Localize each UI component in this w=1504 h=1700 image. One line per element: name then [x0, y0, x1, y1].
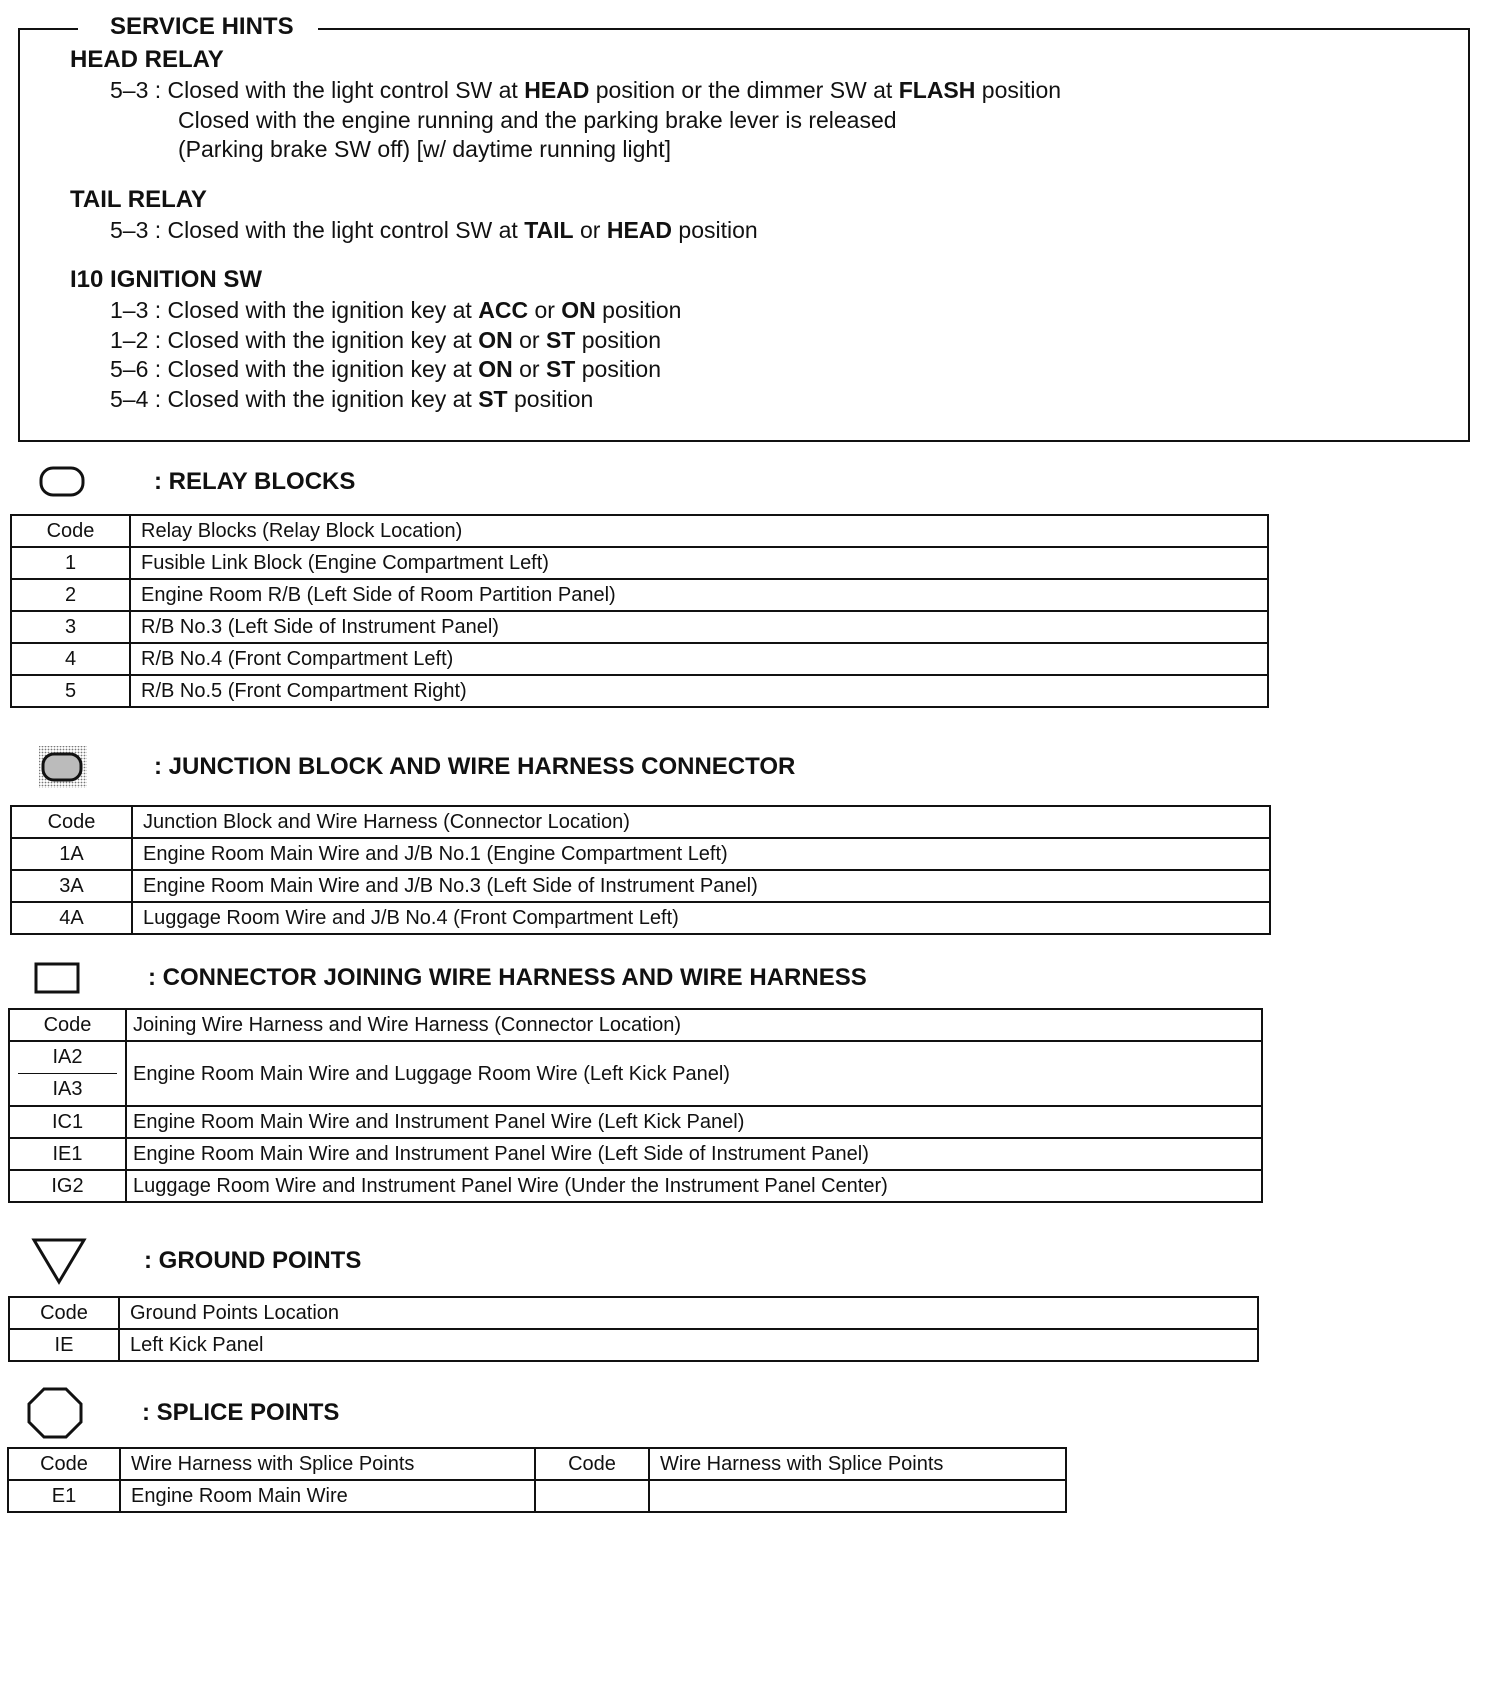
row-description: R/B No.3 (Left Side of Instrument Panel)	[130, 611, 1268, 643]
ignition-line-3: 5–6 : Closed with the ignition key at ON or ST position	[110, 356, 662, 382]
junction-blocks-header	[38, 745, 795, 789]
row-description: Engine Room Main Wire and Instrument Panel Wire (Left Side of Instrument Panel)	[126, 1138, 1262, 1170]
row-description: Luggage Room Wire and Instrument Panel Wire (Under the Instrument Panel Center)	[126, 1170, 1262, 1202]
ignition-sw-group	[70, 264, 681, 414]
connector-symbol-icon	[34, 960, 82, 996]
ground-points-table	[8, 1296, 1259, 1362]
relay-blocks-table	[10, 514, 1269, 708]
junction-blocks-title: : JUNCTION BLOCK AND WIRE HARNESS CONNECTOR	[154, 753, 796, 780]
service-hints-box	[18, 28, 1470, 442]
row-description: Engine Room Main Wire and Instrument Panel Wire (Left Kick Panel)	[126, 1106, 1262, 1138]
tail-relay-line: 5–3 : Closed with the light control SW at TAIL or HEAD position	[110, 217, 758, 243]
tail-relay-title: TAIL RELAY	[70, 186, 207, 213]
table-row	[9, 1329, 1258, 1361]
head-relay-line-3: (Parking brake SW off) [w/ daytime running light]	[178, 136, 672, 162]
header-code: Code	[8, 1448, 120, 1480]
table-row	[11, 579, 1268, 611]
row-code: 3A	[11, 870, 132, 902]
relay-block-symbol-icon	[38, 463, 88, 501]
relay-blocks-header	[38, 463, 355, 501]
row-code: IE	[9, 1329, 119, 1361]
table-row	[11, 611, 1268, 643]
header-description: Junction Block and Wire Harness (Connector Location)	[132, 806, 1270, 838]
row-code: 4	[11, 643, 130, 675]
row-code: 4A	[11, 902, 132, 934]
splice-points-header	[26, 1386, 339, 1440]
junction-blocks-table	[10, 805, 1271, 935]
row-description: Luggage Room Wire and J/B No.4 (Front Compartment Left)	[132, 902, 1270, 934]
table-row	[11, 838, 1270, 870]
row-code: E1	[8, 1480, 120, 1512]
table-row	[11, 870, 1270, 902]
ignition-sw-title: I10 IGNITION SW	[70, 266, 263, 293]
junction-block-symbol-icon	[38, 745, 88, 789]
header-code: Code	[11, 806, 132, 838]
table-row	[8, 1480, 1066, 1512]
row-description: Fusible Link Block (Engine Compartment Left)	[130, 547, 1268, 579]
ground-points-title: : GROUND POINTS	[144, 1247, 362, 1274]
row-code: IC1	[9, 1106, 126, 1138]
ignition-line-2: 1–2 : Closed with the ignition key at ON or ST position	[110, 326, 662, 353]
row-code-merged	[9, 1041, 126, 1106]
table-header-row	[9, 1009, 1262, 1041]
connectors-table	[8, 1008, 1263, 1203]
header-code: Code	[11, 515, 130, 547]
header-description: Relay Blocks (Relay Block Location)	[130, 515, 1268, 547]
header-code-2: Code	[535, 1448, 649, 1480]
head-relay-line-2: Closed with the engine running and the parking brake lever is released	[178, 106, 897, 133]
service-hints-title: SERVICE HINTS	[78, 12, 318, 42]
row-code: IE1	[9, 1138, 126, 1170]
connectors-header	[34, 960, 867, 996]
table-row	[11, 902, 1270, 934]
table-row	[9, 1041, 1262, 1106]
row-description: Engine Room Main Wire	[120, 1480, 535, 1512]
tail-relay-group	[70, 184, 758, 246]
ground-points-header	[30, 1236, 361, 1286]
row-code-ia2: IA2	[18, 1042, 117, 1074]
row-description: Left Kick Panel	[119, 1329, 1258, 1361]
row-description: Engine Room Main Wire and J/B No.3 (Left Side of Instrument Panel)	[132, 870, 1270, 902]
row-description: Engine Room R/B (Left Side of Room Partition Panel)	[130, 579, 1268, 611]
header-description: Joining Wire Harness and Wire Harness (Connector Location)	[126, 1009, 1262, 1041]
table-row	[9, 1170, 1262, 1202]
header-description: Ground Points Location	[119, 1297, 1258, 1329]
row-code: 3	[11, 611, 130, 643]
row-code: IG2	[9, 1170, 126, 1202]
row-description: Engine Room Main Wire and J/B No.1 (Engine Compartment Left)	[132, 838, 1270, 870]
row-description: R/B No.4 (Front Compartment Left)	[130, 643, 1268, 675]
table-header-row	[9, 1297, 1258, 1329]
row-code: 2	[11, 579, 130, 611]
ignition-line-1: 1–3 : Closed with the ignition key at ACC or ON position	[110, 297, 682, 323]
splice-point-octagon-icon	[26, 1386, 84, 1440]
table-row	[11, 643, 1268, 675]
connectors-title: : CONNECTOR JOINING WIRE HARNESS AND WIRE HARNESS	[148, 964, 867, 991]
head-relay-title: HEAD RELAY	[70, 46, 224, 73]
relay-blocks-title: : RELAY BLOCKS	[154, 468, 356, 495]
head-relay-line-1: 5–3 : Closed with the light control SW at HEAD position or the dimmer SW at FLASH position	[110, 77, 1062, 103]
splice-points-table	[7, 1447, 1067, 1513]
header-code: Code	[9, 1009, 126, 1041]
table-header-row	[11, 515, 1268, 547]
table-row	[11, 675, 1268, 707]
row-code: 5	[11, 675, 130, 707]
table-row	[9, 1138, 1262, 1170]
ground-point-triangle-icon	[30, 1236, 88, 1286]
head-relay-group	[70, 44, 1061, 165]
row-code: 1	[11, 547, 130, 579]
row-code: 1A	[11, 838, 132, 870]
ignition-line-4: 5–4 : Closed with the ignition key at ST position	[110, 385, 594, 412]
row-description-2	[649, 1480, 1066, 1512]
table-header-row	[11, 806, 1270, 838]
row-description: Engine Room Main Wire and Luggage Room Wire (Left Kick Panel)	[126, 1041, 1262, 1106]
table-row	[9, 1106, 1262, 1138]
splice-points-title: : SPLICE POINTS	[142, 1399, 340, 1426]
row-code-2	[535, 1480, 649, 1512]
header-code: Code	[9, 1297, 119, 1329]
row-code-ia3: IA3	[52, 1078, 83, 1100]
header-description-2: Wire Harness with Splice Points	[649, 1448, 1066, 1480]
table-header-row	[8, 1448, 1066, 1480]
row-description: R/B No.5 (Front Compartment Right)	[130, 675, 1268, 707]
table-row	[11, 547, 1268, 579]
header-description: Wire Harness with Splice Points	[120, 1448, 535, 1480]
